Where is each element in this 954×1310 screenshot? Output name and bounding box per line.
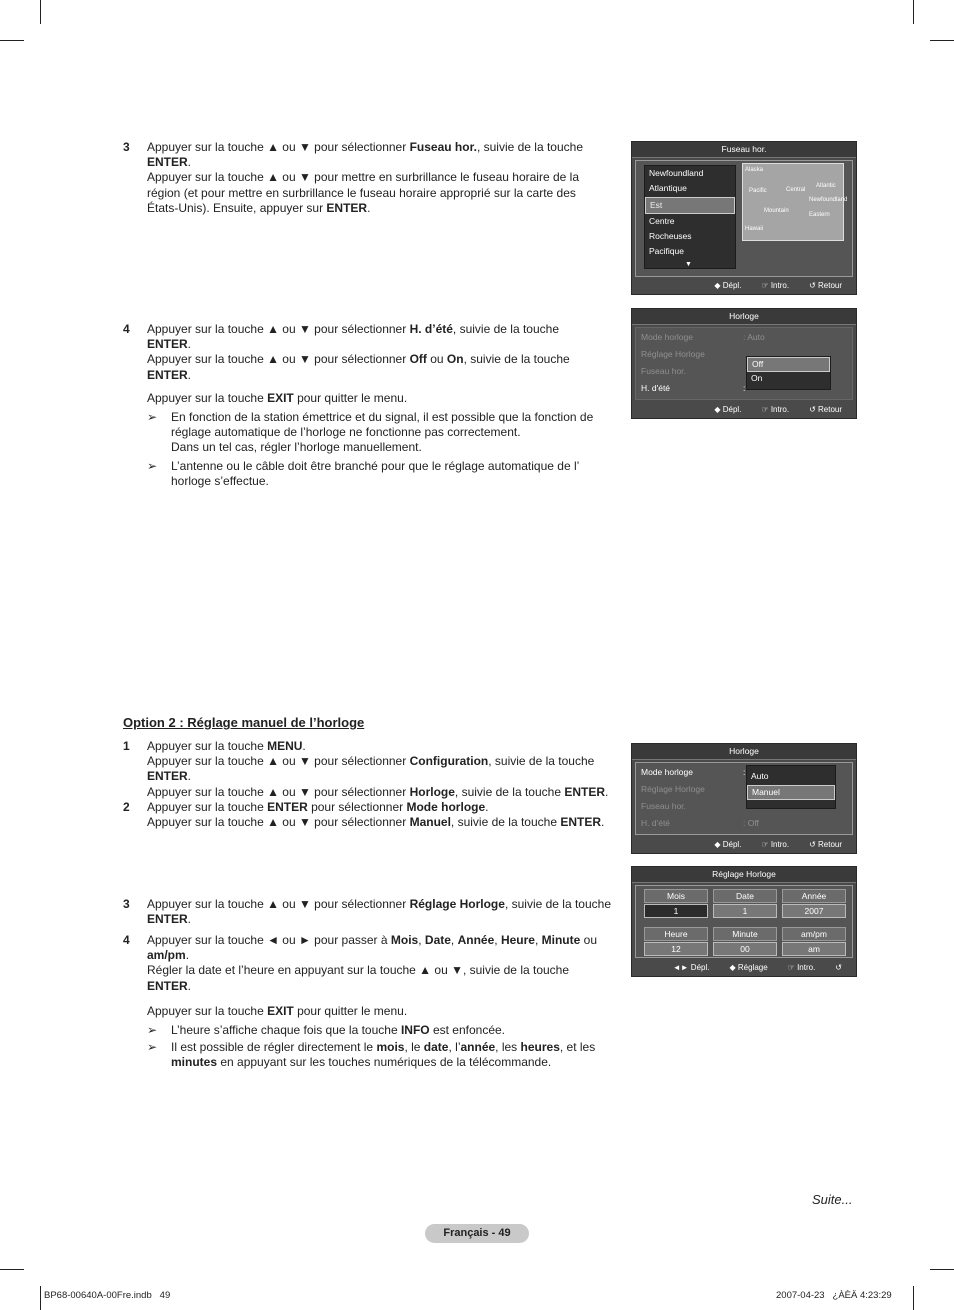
menu-row-label[interactable]: Mode horloge xyxy=(641,767,693,777)
arrow-icon: ➢ xyxy=(147,1023,158,1038)
return-hint: ↺ Retour xyxy=(809,840,842,849)
arrow-icon: ➢ xyxy=(147,410,158,425)
step-3-fuseau: 3 Appuyer sur la touche ▲ ou ▼ pour sélectionner Fuseau hor., suivie de la touche ENTER. Appuyer sur la touche ▲ ou ▼ pour mettre en surbrillance le fuseau horaire de la région (et pour mettre en surbrillance le fuseau horaire approprié sur la carte des États-Unis). Ensuite, appuyer sur ENTER. xyxy=(123,140,584,215)
map-label: Alaska xyxy=(745,167,764,173)
note: ➢ L’heure s’affiche chaque fois que la touche INFO est enfoncée. xyxy=(147,1023,506,1038)
step-4-h-ete: 4 Appuyer sur la touche ▲ ou ▼ pour sélectionner H. d’été, suivie de la touche ENTER. Appuyer sur la touche ▲ ou ▼ pour sélectionner Off ou On, suivie de la touche ENTER. Appuyer sur la touche EXIT pour quitter le menu. ➢ En fonction de la station émettrice et du signal, il est possible que la fonction de réglage automatique de l’horloge ne fonctionne pas correctement. Dans un tel cas, régler l’horloge manuellement. ➢ L’antenne ou le câble doit être branché pour que le réglage automatique de l’ horloge s’effectue. xyxy=(123,322,618,489)
hour-field[interactable]: Heure 12 xyxy=(644,927,708,956)
timezone-item[interactable]: Rocheuses xyxy=(649,231,692,242)
screen-title: Horloge xyxy=(632,309,856,325)
move-hint: ◆ Dépl. xyxy=(714,405,742,414)
timezone-item[interactable]: Pacifique xyxy=(649,246,684,257)
map-label: Atlantic xyxy=(816,183,836,189)
ampm-field[interactable]: am/pm am xyxy=(782,927,846,956)
screen-title: Horloge xyxy=(632,744,856,760)
move-hint: ◆ Dépl. xyxy=(714,840,742,849)
screen-footer xyxy=(632,961,856,986)
horloge-screen-mode xyxy=(631,743,857,854)
fuseau-screen xyxy=(631,141,857,295)
menu-row-label[interactable]: Fuseau hor. xyxy=(641,801,686,811)
month-field[interactable]: Mois 1 xyxy=(644,889,708,918)
step-number: 4 xyxy=(123,933,130,947)
mode-dropdown xyxy=(746,765,836,809)
date-value[interactable]: 1 xyxy=(713,904,777,918)
print-timestamp: 2007-04-23 ¿ÀÈÄ 4:23:29 xyxy=(776,1290,892,1301)
map-label: Eastern xyxy=(809,212,830,218)
menu-row-label[interactable]: H. d'été xyxy=(641,383,671,393)
crop-mark xyxy=(40,1286,41,1310)
timezone-map xyxy=(742,163,848,241)
step-number: 2 xyxy=(123,800,130,814)
timezone-item-selected[interactable]: Est xyxy=(645,197,735,214)
return-hint: ↺ Retour xyxy=(817,963,842,986)
enter-hint: ☞ Intro. xyxy=(761,281,790,290)
menu-row-value: : Auto xyxy=(743,332,765,342)
date-field[interactable]: Date 1 xyxy=(713,889,777,918)
menu-row-label[interactable]: H. d'été xyxy=(641,818,671,828)
screen-footer xyxy=(632,403,856,417)
month-value[interactable]: 1 xyxy=(644,904,708,918)
step-4-valeurs: 4 Appuyer sur la touche ◄ ou ► pour passer à Mois, Date, Année, Heure, Minute ou am/pm. Régler la date et l’heure en appuyant sur la touche ▲ ou ▼, suivie de la touche ENTER. Appuyer sur la touche EXIT pour quitter le menu. ➢ L’heure s’affiche chaque fois que la touche INFO est enfoncée. ➢ Il est possible de régler directement le mois, le date, l’année, les heures, et les minutes en appuyant sur les touches numériques de la télécommande. xyxy=(123,933,618,1071)
ampm-value[interactable]: am xyxy=(782,942,846,956)
screen-title: Fuseau hor. xyxy=(632,142,856,158)
step-3-reglage: 3 Appuyer sur la touche ▲ ou ▼ pour sélectionner Réglage Horloge, suivie de la touche ENTER. xyxy=(123,897,612,927)
screen-footer xyxy=(632,279,856,293)
menu-row-value: : xyxy=(743,767,746,777)
file-info: BP68-00640A-00Fre.indb 49 xyxy=(44,1290,171,1301)
crop-mark xyxy=(913,1286,914,1310)
step-1-menu: 1 Appuyer sur la touche MENU. Appuyer sur la touche ▲ ou ▼ pour sélectionner Configuration, suivie de la touche ENTER. Appuyer sur la touche ▲ ou ▼ pour sélectionner Horloge, suivie de la touche ENTER. xyxy=(123,739,609,799)
minute-field[interactable]: Minute 00 xyxy=(713,927,777,956)
screen-footer xyxy=(632,838,856,852)
enter-hint: ☞ Intro. xyxy=(761,405,790,414)
option-selected[interactable]: Manuel xyxy=(747,785,835,800)
timezone-item[interactable]: Newfoundland xyxy=(649,168,704,178)
year-value[interactable]: 2007 xyxy=(782,904,846,918)
step-number: 4 xyxy=(123,322,130,336)
option-selected[interactable]: Off xyxy=(747,357,830,372)
enter-hint: ☞ Intro. xyxy=(761,840,790,849)
crop-mark xyxy=(930,1269,954,1270)
menu-row-value: : xyxy=(743,383,746,393)
page-number-badge: Français - 49 xyxy=(425,1224,529,1243)
chevron-down-icon[interactable]: ▼ xyxy=(685,261,692,268)
step-number: 3 xyxy=(123,140,130,154)
continued-label: Suite... xyxy=(812,1192,853,1207)
arrow-icon: ➢ xyxy=(147,1040,158,1055)
return-hint: ↺ Retour xyxy=(809,405,842,414)
return-hint: ↺ Retour xyxy=(809,281,842,290)
timezone-item[interactable]: Centre xyxy=(649,215,675,226)
year-field[interactable]: Année 2007 xyxy=(782,889,846,918)
option[interactable]: On xyxy=(751,373,763,383)
note: ➢ Il est possible de régler directement le mois, le date, l’année, les heures, et les minutes en appuyant sur les touches numériques de la télécommande. xyxy=(147,1040,596,1070)
reglage-horloge-screen xyxy=(631,866,857,986)
minute-value[interactable]: 00 xyxy=(713,942,777,956)
menu-row-label[interactable]: Réglage Horloge xyxy=(641,784,705,794)
hour-value[interactable]: 12 xyxy=(644,942,708,956)
move-hint: ◆ Dépl. xyxy=(714,281,742,290)
map-label: Central xyxy=(786,187,806,193)
map-label: Hawaii xyxy=(745,226,764,232)
enter-hint: ☞ Intro. xyxy=(787,963,816,972)
menu-row-label[interactable]: Fuseau hor. xyxy=(641,366,686,376)
step-number: 3 xyxy=(123,897,130,911)
section-title: Option 2 : Réglage manuel de l’horloge xyxy=(123,715,365,730)
menu-row-label[interactable]: Mode horloge xyxy=(641,332,693,342)
note: ➢ L’antenne ou le câble doit être branché pour que le réglage automatique de l’ horloge s’effectue. xyxy=(147,458,580,488)
crop-mark xyxy=(930,40,954,41)
timezone-list xyxy=(644,165,736,269)
map-label: Newfoundland xyxy=(809,197,848,203)
adjust-hint: ◆ Réglage xyxy=(729,963,768,972)
horloge-screen-dst xyxy=(631,308,857,419)
crop-mark xyxy=(40,0,41,24)
menu-row-label[interactable]: Réglage Horloge xyxy=(641,349,705,359)
crop-mark xyxy=(913,0,914,24)
note: ➢ En fonction de la station émettrice et du signal, il est possible que la fonction de réglage automatique de l’horloge ne fonctionne pas correctement. Dans un tel cas, régler l’horloge manuellement. xyxy=(147,410,594,455)
map-label: Pacific xyxy=(749,188,767,194)
step-2-mode-horloge: 2 Appuyer sur la touche ENTER pour sélectionner Mode horloge. Appuyer sur la touche ▲ ou ▼ pour sélectionner Manuel, suivie de la touche ENTER. xyxy=(123,800,605,830)
crop-mark xyxy=(0,40,24,41)
map-label: Mountain xyxy=(764,208,789,214)
crop-mark xyxy=(0,1269,24,1270)
arrow-icon: ➢ xyxy=(147,458,158,473)
timezone-item[interactable]: Atlantique xyxy=(649,183,687,194)
option[interactable]: Auto xyxy=(751,771,769,781)
screen-title: Réglage Horloge xyxy=(632,867,856,883)
step-number: 1 xyxy=(123,739,130,753)
menu-row-value: : Off xyxy=(743,818,759,828)
dst-dropdown xyxy=(746,356,831,390)
move-hint: ◄► Dépl. xyxy=(672,963,710,972)
